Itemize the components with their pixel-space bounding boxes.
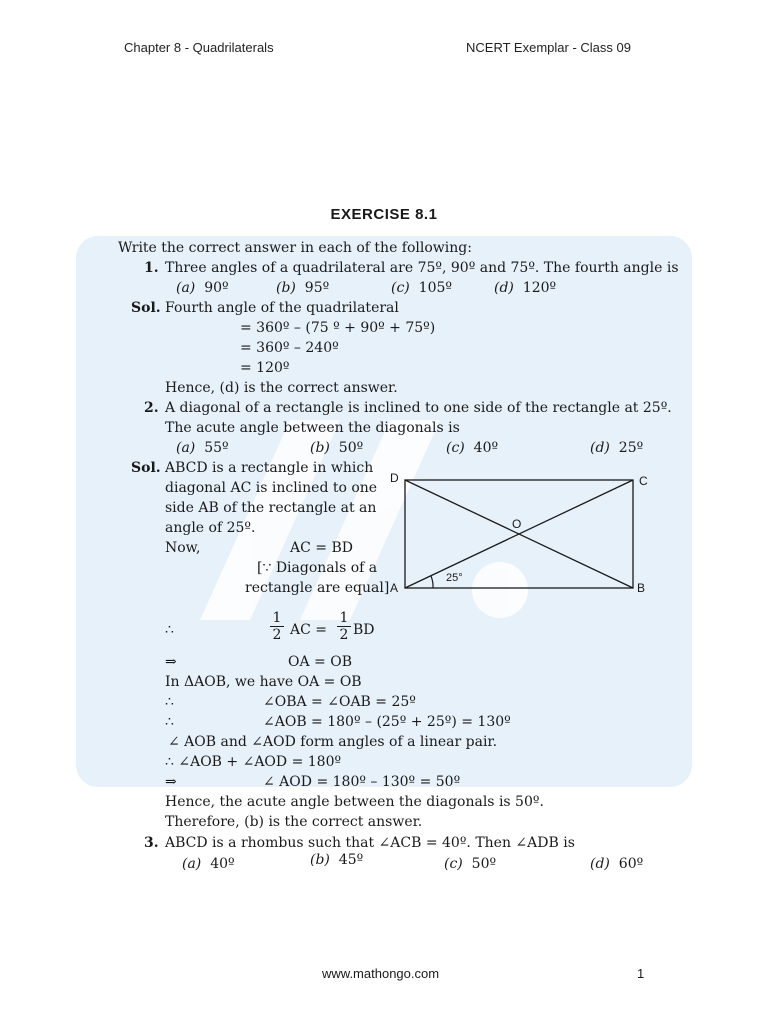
sol2-reason-line2: rectangle are equal]	[245, 580, 390, 596]
sol2-therefore-3: ∴	[165, 714, 174, 730]
sol2-eq-aod: ∠ AOD = 180º – 130º = 50º	[263, 774, 461, 790]
sol2-therefore-symbol: ∴	[165, 622, 174, 638]
q2-option-c: (c) 40º	[446, 440, 499, 456]
sol1-line3: = 360º – 240º	[240, 340, 339, 356]
sol2-para-line1: ABCD is a rectangle in which	[165, 460, 374, 476]
q3-option-a: (a) 40º	[182, 856, 235, 872]
angle-label: 25°	[446, 572, 463, 584]
sol2-label: Sol.	[131, 460, 161, 476]
angle-arc-25	[431, 576, 433, 588]
sol2-para-line3: side AB of the rectangle at an	[165, 500, 377, 516]
q2-number: 2.	[144, 400, 159, 416]
sol2-answer: Therefore, (b) is the correct answer.	[165, 814, 423, 830]
q1-option-b: (b) 95º	[276, 280, 330, 296]
q2-option-a: (a) 55º	[176, 440, 229, 456]
sol1-line4: = 120º	[240, 360, 290, 376]
sol2-hence: Hence, the acute angle between the diagonals is 50º.	[165, 794, 544, 810]
sol2-eq-sum: ∴ ∠AOB + ∠AOD = 180º	[165, 754, 342, 770]
sol2-implies-symbol: ⇒	[165, 654, 177, 670]
chapter-header: Chapter 8 - Quadrilaterals	[124, 40, 274, 55]
q1-option-a: (a) 90º	[176, 280, 229, 296]
sol2-para-line2: diagonal AC is inclined to one	[165, 480, 378, 496]
sol1-conclusion: Hence, (d) is the correct answer.	[165, 380, 398, 396]
sol1-line1: Fourth angle of the quadrilateral	[165, 300, 399, 316]
half-fraction-left: $\frac{1}{2}$	[270, 610, 284, 643]
vertex-label-a: A	[390, 581, 399, 595]
q3-text: ABCD is a rhombus such that ∠ACB = 40º. Then ∠ADB is	[165, 835, 575, 851]
q2-option-d: (d) 25º	[590, 440, 644, 456]
vertex-label-c: C	[639, 474, 648, 488]
q2-line1: A diagonal of a rectangle is inclined to one side of the rectangle at 25º.	[165, 400, 672, 416]
intro-text: Write the correct answer in each of the following:	[118, 240, 472, 256]
q1-option-d: (d) 120º	[494, 280, 557, 296]
vertex-label-b: B	[637, 581, 646, 595]
sol2-therefore-2: ∴	[165, 694, 174, 710]
sol2-para-line4: angle of 25º.	[165, 520, 256, 536]
q3-option-c: (c) 50º	[444, 856, 497, 872]
footer-url[interactable]: www.mathongo.com	[322, 966, 440, 981]
exercise-title: EXERCISE 8.1	[330, 206, 438, 223]
sol2-now: Now,	[165, 540, 201, 556]
q2-line2: The acute angle between the diagonals is	[165, 420, 460, 436]
q3-number: 3.	[144, 835, 159, 851]
sol2-eq-oba: ∠OBA = ∠OAB = 25º	[263, 694, 416, 710]
q1-option-c: (c) 105º	[391, 280, 452, 296]
q3-option-b: (b) 45º	[310, 852, 364, 868]
vertex-label-d: D	[390, 471, 399, 485]
sol2-eq-half-ac: AC =	[290, 622, 328, 638]
q2-option-b: (b) 50º	[310, 440, 364, 456]
sol2-eq-oa-ob: OA = OB	[288, 654, 352, 670]
page-number: 1	[637, 966, 645, 981]
sol2-eq-ac-bd: AC = BD	[290, 540, 353, 556]
sol2-linear-pair: ∠ AOB and ∠AOD form angles of a linear pair.	[168, 734, 498, 750]
sol1-label: Sol.	[131, 300, 161, 316]
q1-number: 1.	[144, 260, 159, 276]
sol2-eq-half-bd: BD	[353, 622, 375, 638]
sol2-eq-aob: ∠AOB = 180º – (25º + 25º) = 130º	[263, 714, 511, 730]
book-header: NCERT Exemplar - Class 09	[466, 40, 631, 55]
center-label-o: O	[512, 517, 522, 531]
half-fraction-right: $\frac{1}{2}$	[337, 610, 351, 643]
q1-text: Three angles of a quadrilateral are 75º, 90º and 75º. The fourth angle is	[165, 260, 679, 276]
sol2-reason-line1: [∵ Diagonals of a	[257, 560, 378, 576]
rectangle-diagram	[385, 470, 655, 600]
q3-option-d: (d) 60º	[590, 856, 644, 872]
sol2-in-triangle: In ΔAOB, we have OA = OB	[165, 674, 362, 690]
sol2-implies-2: ⇒	[165, 774, 177, 790]
sol1-line2: = 360º – (75 º + 90º + 75º)	[240, 320, 436, 336]
